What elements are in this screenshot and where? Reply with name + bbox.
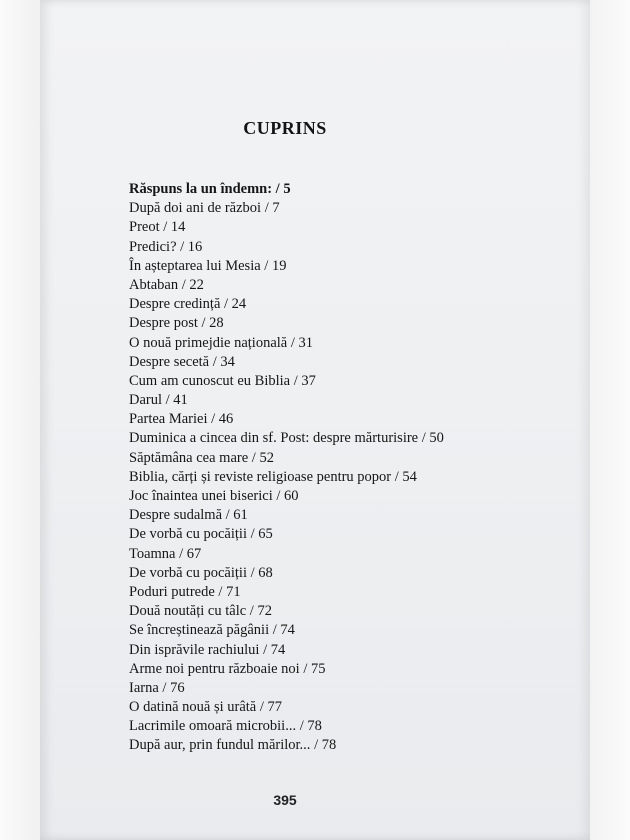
page-number: 395 xyxy=(273,792,297,808)
toc-entry-title: Săptămâna cea mare xyxy=(129,449,249,466)
toc-entry-title: După doi ani de război xyxy=(129,200,262,217)
toc-entry: Din isprăvile rachiului / 74 xyxy=(129,641,286,658)
toc-entry-page: 74 xyxy=(280,622,295,639)
toc-entry-page: 54 xyxy=(402,468,417,485)
toc-entry: Cum am cunoscut eu Biblia / 37 xyxy=(129,372,316,389)
toc-entry: După doi ani de război / 7 xyxy=(129,200,280,217)
toc-entry-title: Arme noi pentru războaie noi xyxy=(129,660,300,677)
toc-entry: În așteptarea lui Mesia / 19 xyxy=(129,257,287,274)
toc-entry: Despre credință / 24 xyxy=(129,296,247,313)
toc-entry: Darul / 41 xyxy=(129,392,188,409)
toc-entry-page: 19 xyxy=(271,257,287,274)
toc-entry: De vorbă cu pocăiții / 65 xyxy=(129,526,273,543)
toc-entry-title: Predici? xyxy=(129,238,177,255)
toc-entry: După aur, prin fundul mărilor... / 78 xyxy=(129,737,337,754)
toc-entry-title: Iarna xyxy=(129,679,159,696)
toc-entry-title: Se încreștinează păgânii xyxy=(129,622,270,639)
show-through-text xyxy=(135,58,565,76)
toc-entry-page: 28 xyxy=(209,315,224,332)
toc-entry-title: Cum am cunoscut eu Biblia xyxy=(129,372,291,389)
toc-entry-page: 5 xyxy=(283,181,291,197)
toc-entry: Poduri putrede / 71 xyxy=(129,583,241,600)
toc-entry: Despre sudalmă / 61 xyxy=(129,507,248,524)
toc-entry-page: 78 xyxy=(321,737,337,754)
toc-entry-page: 22 xyxy=(189,276,204,293)
toc-entry: Răspuns la un îndemn: / 5 xyxy=(129,181,291,197)
toc-entry-title: În așteptarea lui Mesia xyxy=(129,257,261,274)
toc-entry-page: 24 xyxy=(231,296,247,313)
toc-entry: Predici? / 16 xyxy=(129,238,203,255)
toc-entry-page: 68 xyxy=(258,564,273,581)
toc-entry: Despre secetă / 34 xyxy=(129,353,235,370)
toc-entry-title: Răspuns la un îndemn: xyxy=(129,181,273,197)
toc-entry-title: Două noutăți cu tâlc xyxy=(129,603,247,620)
toc-entry: Abtaban / 22 xyxy=(129,276,204,293)
toc-entry-page: 71 xyxy=(226,583,241,600)
toc-entry: O nouă primejdie națională / 31 xyxy=(129,334,314,351)
toc-entry-title: Despre sudalmă xyxy=(129,507,223,524)
toc-entry-page: 37 xyxy=(301,372,316,389)
toc-entry-title: De vorbă cu pocăiții xyxy=(129,526,247,543)
toc-entry-page: 78 xyxy=(307,718,322,735)
toc-entry-title: Joc înaintea unei biserici xyxy=(129,488,273,504)
toc-entry-page: 50 xyxy=(429,430,444,447)
toc-entry-page: 7 xyxy=(272,200,280,217)
toc-entry: Duminica a cincea din sf. Post: despre mărturisire / 50 xyxy=(129,430,444,447)
toc-entry-page: 61 xyxy=(233,507,248,524)
toc-entry-title: Partea Mariei xyxy=(129,411,208,428)
toc-entry: Arme noi pentru războaie noi / 75 xyxy=(129,660,326,677)
background-right xyxy=(590,0,630,840)
toc-entry-title: O datină nouă și urâtă xyxy=(129,699,257,716)
toc-entry-page: 46 xyxy=(218,411,234,428)
toc-entry-title: Despre post xyxy=(129,315,198,332)
toc-entry-page: 60 xyxy=(284,488,299,504)
toc-entry-title: Poduri putrede xyxy=(129,583,215,600)
toc-entry-page: 76 xyxy=(170,679,185,696)
toc-entry-title: Lacrimile omoară microbii... xyxy=(129,718,297,735)
toc-entry-title: Biblia, cărți și reviste religioase pentru popor xyxy=(129,468,392,485)
toc-entry-page: 74 xyxy=(270,641,286,658)
toc-entry: Lacrimile omoară microbii... / 78 xyxy=(129,718,322,735)
toc-entry: Săptămâna cea mare / 52 xyxy=(129,449,274,466)
toc-entry-page: 31 xyxy=(298,334,314,351)
toc-entry: O datină nouă și urâtă / 77 xyxy=(129,699,283,716)
toc-entry: Se încreștinează păgânii / 74 xyxy=(129,622,295,639)
toc-entry-title: Darul xyxy=(129,392,163,409)
toc-entry-page: 67 xyxy=(186,545,202,562)
toc-entry-title: Toamna xyxy=(129,545,176,562)
toc-entry-title: Duminica a cincea din sf. Post: despre mărturisire xyxy=(129,430,419,447)
toc-entry-page: 14 xyxy=(170,219,186,236)
toc-entry: Toamna / 67 xyxy=(129,545,202,562)
toc-entry-page: 16 xyxy=(187,238,203,255)
toc-entry-page: 34 xyxy=(220,353,235,370)
page-title: CUPRINS xyxy=(243,118,327,138)
toc-entry-page: 52 xyxy=(259,449,274,466)
toc-entry-page: 65 xyxy=(258,526,273,543)
toc-entry: Despre post / 28 xyxy=(129,315,224,332)
toc-entry-title: După aur, prin fundul mărilor... xyxy=(129,737,311,754)
toc-entry-title: Din isprăvile rachiului xyxy=(129,641,260,658)
toc-entry-page: 72 xyxy=(257,603,272,620)
toc-entry: Iarna / 76 xyxy=(129,679,185,696)
toc-entry-title: O nouă primejdie națională xyxy=(129,334,288,351)
toc-entry: Joc înaintea unei biserici / 60 xyxy=(129,488,299,504)
toc-entry-page: 75 xyxy=(311,660,326,677)
toc-entry-title: Preot xyxy=(129,219,160,236)
toc-entry-title: Abtaban xyxy=(129,276,179,293)
toc-entry: Două noutăți cu tâlc / 72 xyxy=(129,603,272,620)
table-of-contents xyxy=(129,180,444,756)
toc-entry: Partea Mariei / 46 xyxy=(129,411,234,428)
toc-entry-title: De vorbă cu pocăiții xyxy=(129,564,247,581)
toc-entry: De vorbă cu pocăiții / 68 xyxy=(129,564,273,581)
toc-entry-title: Despre secetă xyxy=(129,353,210,370)
toc-entry-page: 77 xyxy=(267,699,283,716)
toc-entry-page: 41 xyxy=(173,392,188,409)
toc-entry: Biblia, cărți și reviste religioase pentru popor / 54 xyxy=(129,468,417,485)
toc-entry-title: Despre credință xyxy=(129,296,221,313)
toc-entry: Preot / 14 xyxy=(129,219,186,236)
